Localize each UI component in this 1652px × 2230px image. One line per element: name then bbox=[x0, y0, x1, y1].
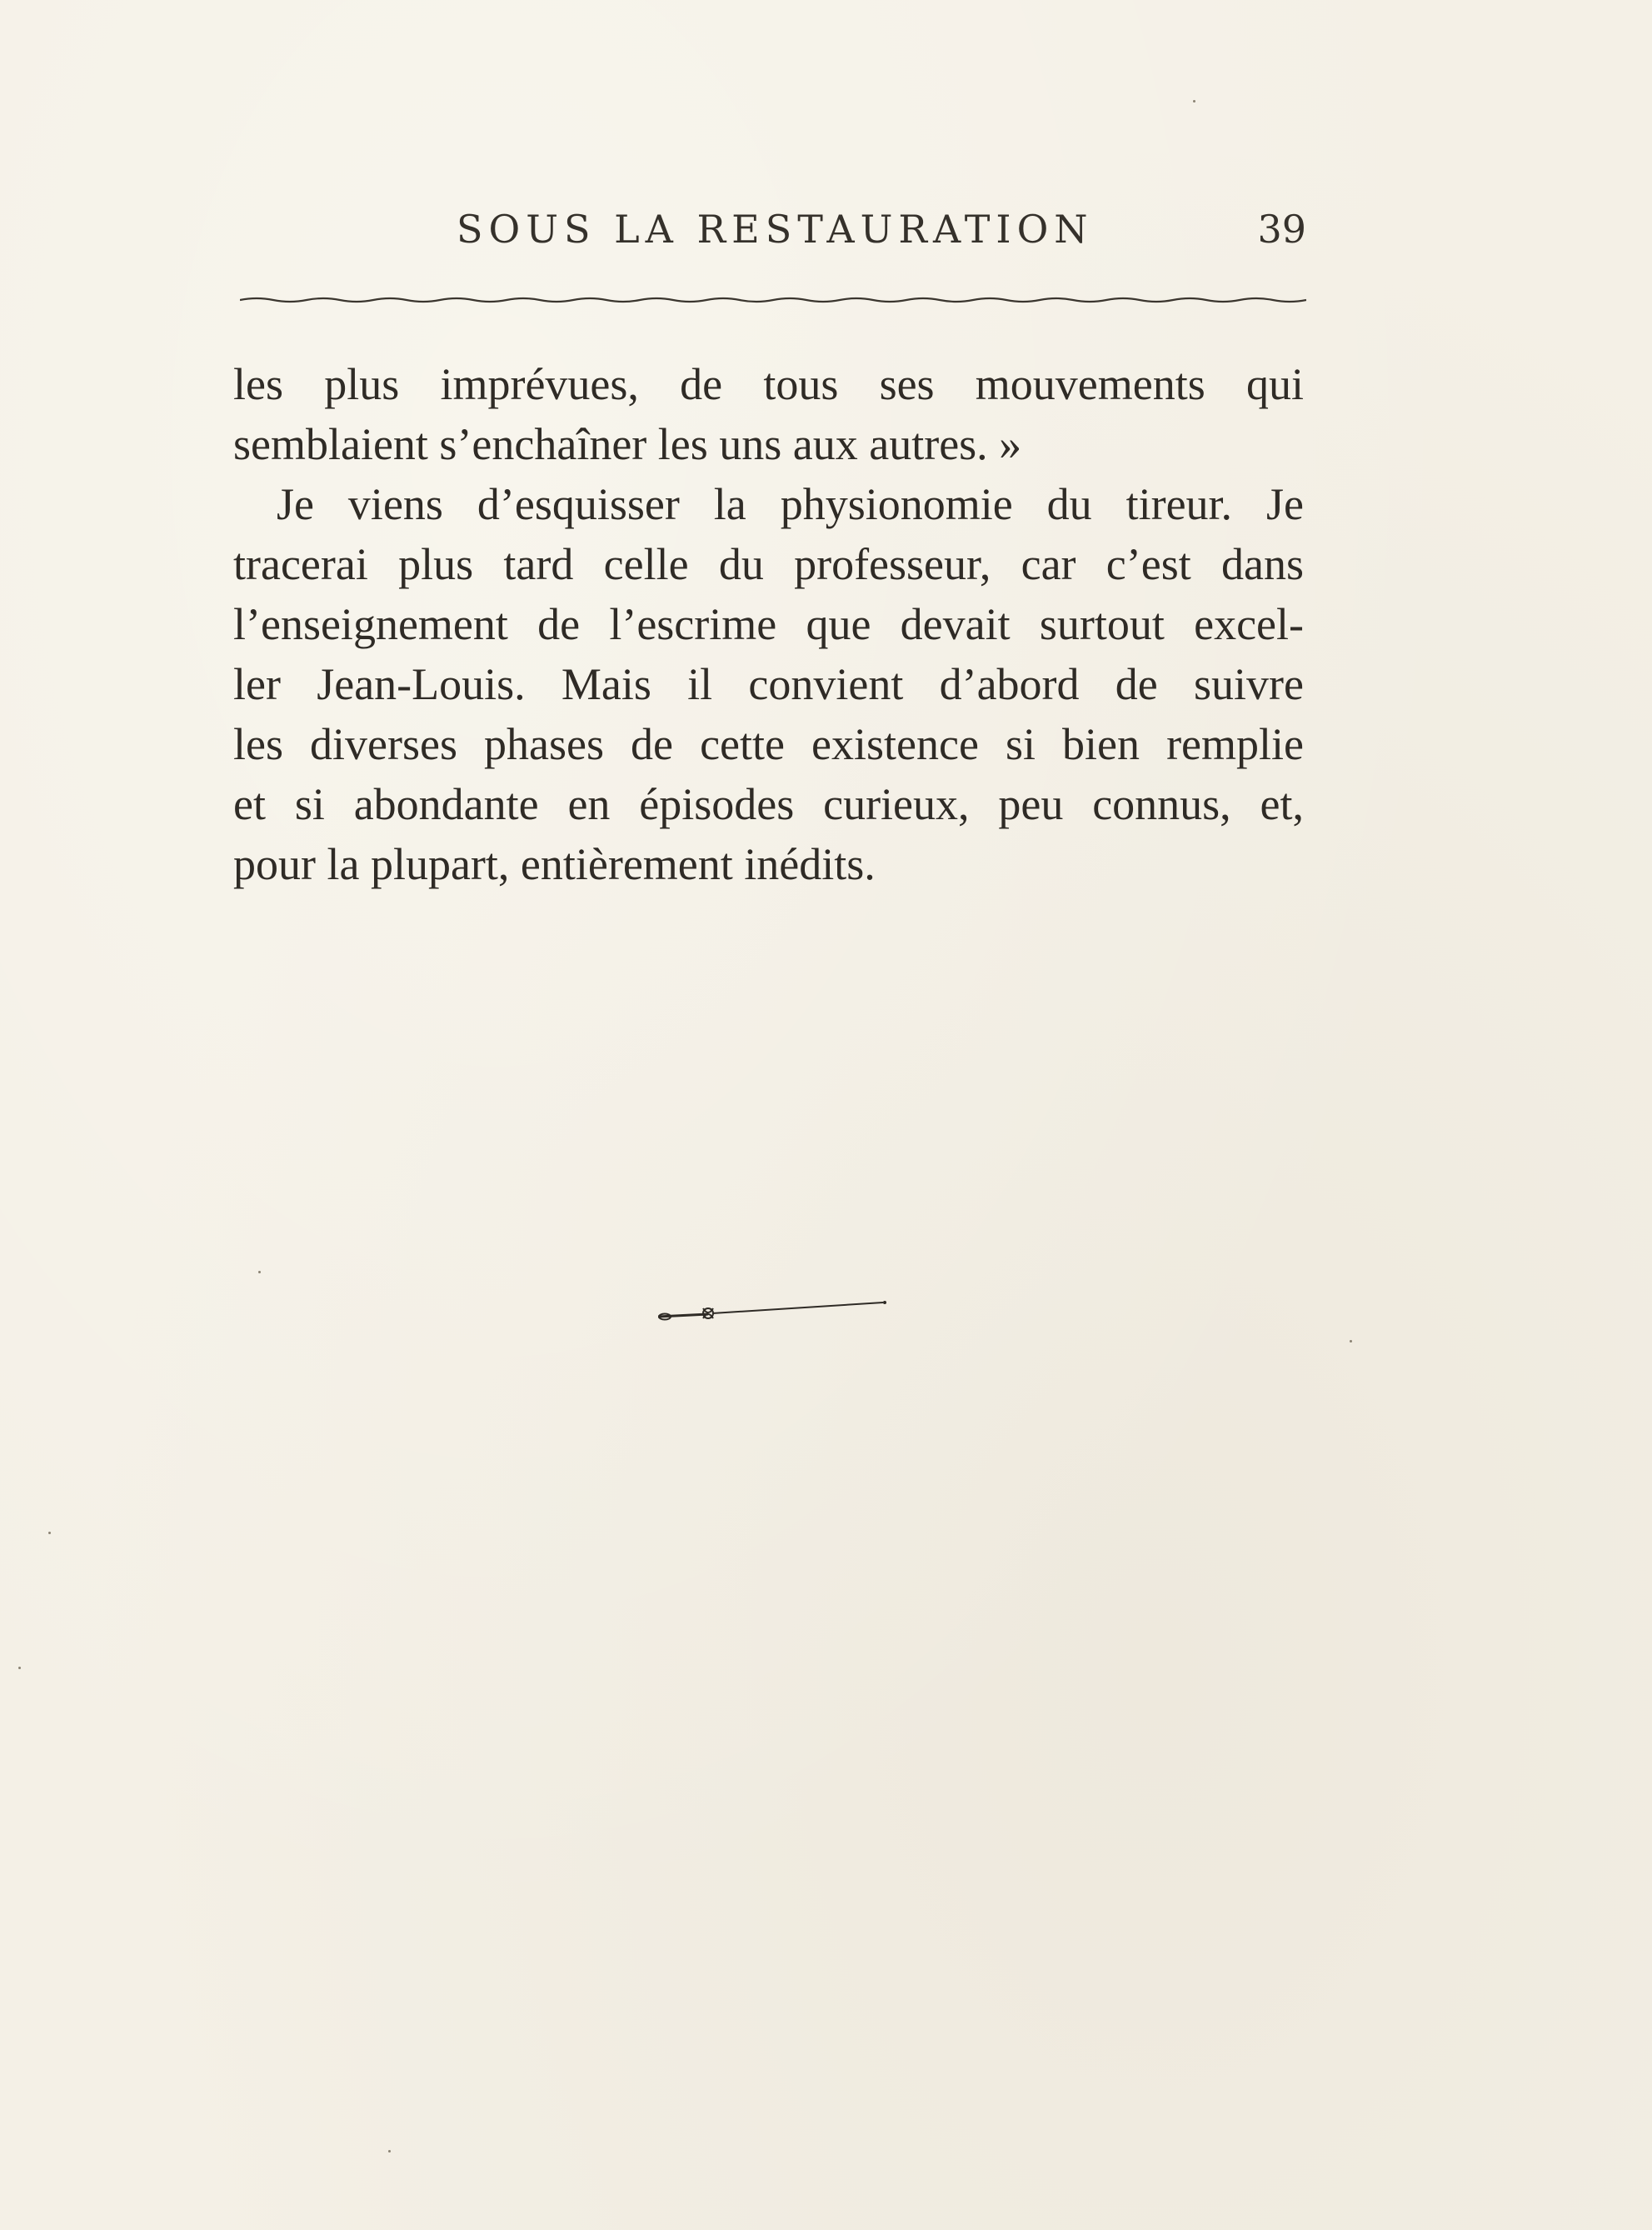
text-line: semblaient s’enchaîner les uns aux autres. » bbox=[233, 419, 1022, 469]
text-line: tracerai plus tard celle du professeur, car c’est dans bbox=[233, 539, 1304, 589]
paper-speck bbox=[18, 1667, 21, 1669]
text-line: pour la plupart, entièrement inédits. bbox=[233, 839, 876, 889]
text-line: l’enseignement de l’escrime que devait surtout excel- bbox=[233, 599, 1304, 649]
paper-speck bbox=[48, 1532, 51, 1534]
paper-speck bbox=[1193, 100, 1195, 102]
text-line: ler Jean-Louis. Mais il convient d’abord de suivre bbox=[233, 659, 1304, 709]
paragraph-first-line: Je viens d’esquisser la physionomie du tireur. Je bbox=[277, 479, 1304, 529]
running-head bbox=[232, 207, 1306, 265]
paper-speck bbox=[388, 2150, 391, 2152]
end-fleuron-icon bbox=[658, 1292, 891, 1333]
text-line: les diverses phases de cette existence si bien remplie bbox=[233, 719, 1304, 769]
paper-speck bbox=[1350, 1340, 1352, 1342]
header-wavy-rule bbox=[240, 292, 1306, 308]
text-line: les plus imprévues, de tous ses mouvements qui bbox=[233, 359, 1304, 409]
page-number: 39 bbox=[1257, 207, 1306, 252]
text-line: et si abondante en épisodes curieux, peu connus, et, bbox=[233, 779, 1304, 829]
running-title: SOUS LA RESTAURATION bbox=[457, 207, 1094, 252]
body-text bbox=[233, 354, 1304, 894]
paper-speck bbox=[258, 1271, 261, 1273]
